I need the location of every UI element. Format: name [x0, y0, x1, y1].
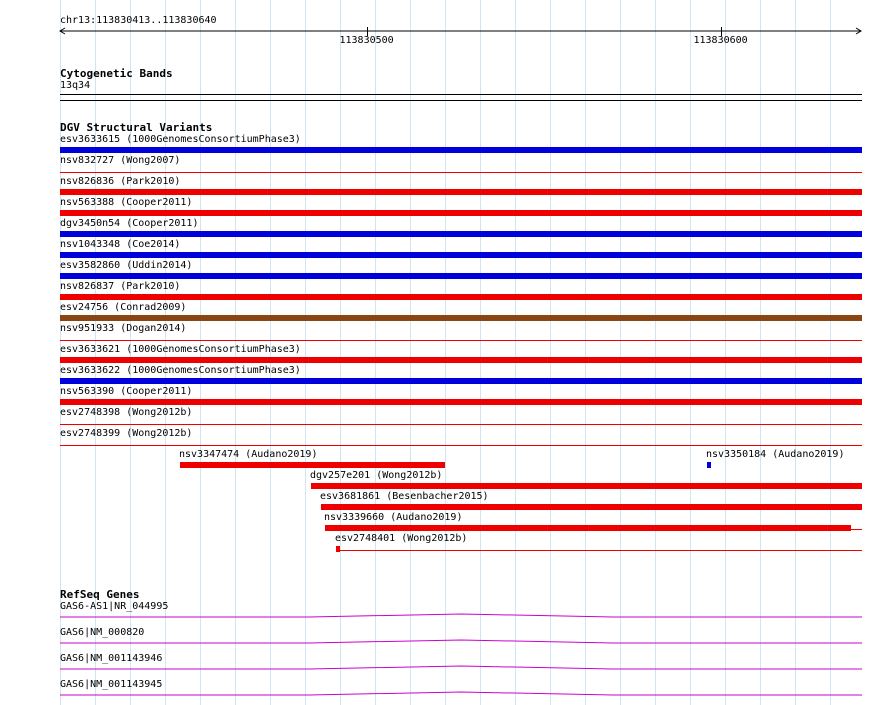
- ruler-tick-label: 113830600: [693, 35, 748, 46]
- dgv-variant-bar[interactable]: [707, 462, 711, 468]
- dgv-variant-bar[interactable]: [60, 273, 862, 279]
- grid-line: [445, 0, 446, 705]
- dgv-variant-label[interactable]: nsv3350184 (Audano2019): [706, 449, 845, 460]
- dgv-variant-label[interactable]: esv3633621 (1000GenomesConsortiumPhase3): [60, 344, 301, 355]
- grid-line: [830, 0, 831, 705]
- dgv-variant-bar[interactable]: [60, 189, 862, 195]
- dgv-variant-label[interactable]: esv2748398 (Wong2012b): [60, 407, 193, 418]
- dgv-variant-bar[interactable]: [311, 483, 862, 489]
- grid-line: [760, 0, 761, 705]
- ruler-range-label: chr13:113830413..113830640: [60, 15, 217, 26]
- dgv-variant-label[interactable]: dgv3450n54 (Cooper2011): [60, 218, 199, 229]
- dgv-variant-bar[interactable]: [325, 525, 851, 531]
- dgv-row-line: [325, 529, 862, 530]
- refseq-intron-line[interactable]: [60, 663, 862, 675]
- dgv-variant-label[interactable]: nsv826837 (Park2010): [60, 281, 181, 292]
- dgv-variant-bar[interactable]: [60, 294, 862, 300]
- cytoband-label: 13q34: [60, 80, 91, 91]
- refseq-gene-label[interactable]: GAS6-AS1|NR_044995: [60, 601, 169, 612]
- grid-line: [410, 0, 411, 705]
- grid-line: [480, 0, 481, 705]
- grid-line: [795, 0, 796, 705]
- dgv-variant-label[interactable]: nsv3347474 (Audano2019): [179, 449, 318, 460]
- dgv-variant-bar[interactable]: [336, 546, 340, 552]
- dgv-row-line: [336, 550, 862, 551]
- grid-line: [375, 0, 376, 705]
- dgv-variant-bar[interactable]: [60, 378, 862, 384]
- dgv-variant-bar[interactable]: [60, 210, 862, 216]
- dgv-variant-label[interactable]: nsv832727 (Wong2007): [60, 155, 181, 166]
- dgv-variant-label[interactable]: nsv563388 (Cooper2011): [60, 197, 193, 208]
- refseq-intron-line[interactable]: [60, 637, 862, 649]
- dgv-variant-line[interactable]: [60, 172, 862, 173]
- dgv-row-line: [321, 508, 862, 509]
- grid-line: [305, 0, 306, 705]
- grid-line: [620, 0, 621, 705]
- dgv-variant-label[interactable]: esv24756 (Conrad2009): [60, 302, 187, 313]
- grid-line: [585, 0, 586, 705]
- dgv-variant-bar[interactable]: [60, 147, 862, 153]
- dgv-variant-label[interactable]: esv3633615 (1000GenomesConsortiumPhase3): [60, 134, 301, 145]
- refseq-intron-line[interactable]: [60, 611, 862, 623]
- dgv-variant-label[interactable]: nsv826836 (Park2010): [60, 176, 181, 187]
- grid-line: [655, 0, 656, 705]
- dgv-variant-bar[interactable]: [60, 252, 862, 258]
- dgv-variant-label[interactable]: esv3681861 (Besenbacher2015): [320, 491, 489, 502]
- grid-line: [725, 0, 726, 705]
- cytobands-track-title: Cytogenetic Bands: [60, 67, 173, 80]
- dgv-variant-bar[interactable]: [60, 357, 862, 363]
- cytoband-line-bottom: [60, 100, 862, 101]
- dgv-variant-label[interactable]: nsv951933 (Dogan2014): [60, 323, 187, 334]
- ruler-axis: [0, 0, 890, 50]
- dgv-variant-label[interactable]: dgv257e201 (Wong2012b): [310, 470, 443, 481]
- refseq-gene-label[interactable]: GAS6|NM_001143945: [60, 679, 163, 690]
- dgv-variant-line[interactable]: [60, 340, 862, 341]
- dgv-variant-bar[interactable]: [60, 231, 862, 237]
- dgv-variant-line[interactable]: [60, 424, 862, 425]
- refseq-intron-line[interactable]: [60, 689, 862, 701]
- grid-line: [340, 0, 341, 705]
- dgv-variant-bar[interactable]: [60, 315, 862, 321]
- dgv-variant-bar[interactable]: [180, 462, 445, 468]
- dgv-variant-label[interactable]: nsv3339660 (Audano2019): [324, 512, 463, 523]
- dgv-variant-line[interactable]: [60, 445, 862, 446]
- dgv-variant-label[interactable]: esv2748401 (Wong2012b): [335, 533, 468, 544]
- dgv-variant-label[interactable]: esv2748399 (Wong2012b): [60, 428, 193, 439]
- dgv-track-title: DGV Structural Variants: [60, 121, 213, 134]
- grid-line: [515, 0, 516, 705]
- dgv-variant-label[interactable]: nsv1043348 (Coe2014): [60, 239, 181, 250]
- dgv-row-line: [311, 487, 862, 488]
- grid-line: [690, 0, 691, 705]
- dgv-variant-label[interactable]: esv3633622 (1000GenomesConsortiumPhase3): [60, 365, 301, 376]
- cytoband-line-top: [60, 94, 862, 95]
- dgv-variant-bar[interactable]: [60, 399, 862, 405]
- grid-line: [550, 0, 551, 705]
- dgv-variant-bar[interactable]: [321, 504, 862, 510]
- dgv-variant-label[interactable]: nsv563390 (Cooper2011): [60, 386, 193, 397]
- refseq-gene-label[interactable]: GAS6|NM_000820: [60, 627, 145, 638]
- ruler-tick-label: 113830500: [339, 35, 394, 46]
- refseq-gene-label[interactable]: GAS6|NM_001143946: [60, 653, 163, 664]
- dgv-variant-label[interactable]: esv3582860 (Uddin2014): [60, 260, 193, 271]
- refseq-track-title: RefSeq Genes: [60, 588, 140, 601]
